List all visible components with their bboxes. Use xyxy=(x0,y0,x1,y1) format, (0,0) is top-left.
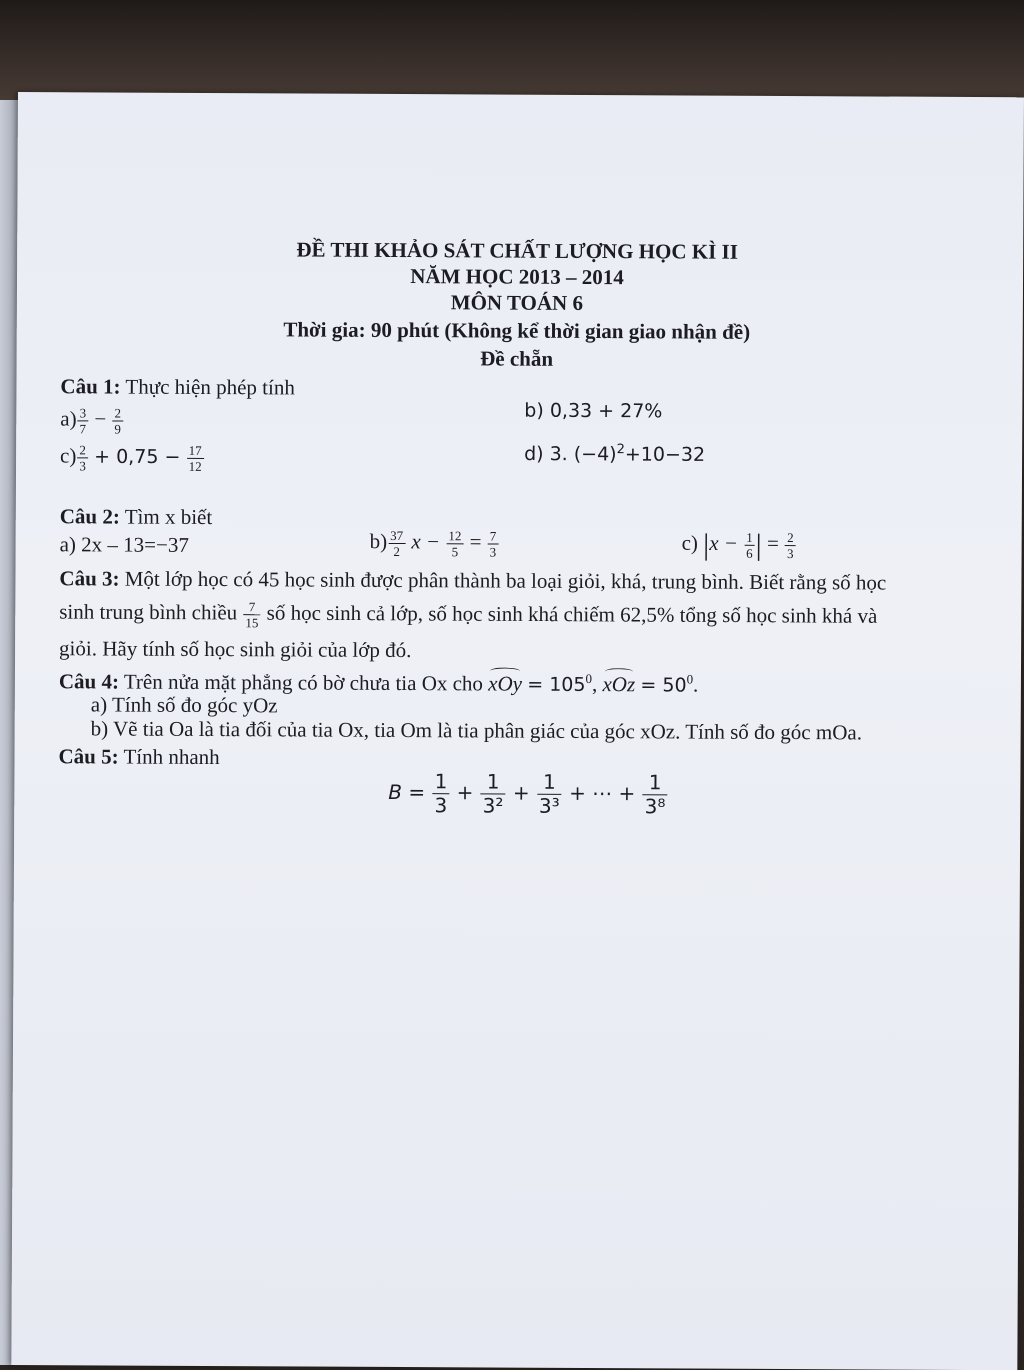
q1-part-d: d) 3. $(-4)^2+10-32$ xyxy=(524,442,706,466)
q4-heading: Câu 4: Trên nửa mặt phẳng có bờ chưa tia Ox cho xOy = $105^0$, xOz = $50^0$. xyxy=(58,669,699,697)
q3-line-3: giỏi. Hãy tính số học sinh giỏi của lớp đó. xyxy=(59,636,412,663)
q5-formula: B = $\frac{1}{3}$ + $\frac{1}{\text{3²}}$ + $\frac{1}{\text{3³}}$ + ⋯ + $\frac{1}{\text{3⁸}}$ xyxy=(388,770,668,818)
exam-paper xyxy=(11,92,1024,1370)
q4-part-a: a) Tính số đo góc yOz xyxy=(90,692,278,718)
q2-heading: Câu 2: Tìm x biết xyxy=(59,504,213,530)
q1-part-a: a) $\frac{3}{7}$ − $\frac{2}{9}$ xyxy=(60,405,122,437)
q1-part-b: b) 0,33 + 27% xyxy=(524,399,663,423)
duration: Thời gia: 90 phút (Không kể thời gian giao nhận đề) xyxy=(283,317,751,344)
q3-line-2: sinh trung bình chiều $\frac{7}{15}$ số học sinh cả lớp, số học sinh khá chiếm 62,5% tổng số học sinh khá và xyxy=(59,599,878,631)
q1-part-c: c) $\frac{2}{3}$ + 0,75 − $\frac{17}{12}$ xyxy=(60,442,202,474)
subject: MÔN TOÁN 6 xyxy=(450,290,584,315)
q2-part-a: a) 2x – 13=−37 xyxy=(59,532,189,557)
q2-part-b: b) $\frac{37}{2}$ x − $\frac{12}{5}$ = $\frac{7}{3}$ xyxy=(369,527,497,560)
q2-part-c: c) |x − $\frac{1}{6}$ | = $\frac{2}{3}$ xyxy=(681,528,794,562)
q1-heading: Câu 1: Thực hiện phép tính xyxy=(60,374,295,400)
school-year: NĂM HỌC 2013 – 2014 xyxy=(410,264,624,290)
exam-title: ĐỀ THI KHẢO SÁT CHẤT LƯỢNG HỌC KÌ II xyxy=(296,237,738,264)
exam-version: Đề chẵn xyxy=(480,346,554,371)
q5-heading: Câu 5: Tính nhanh xyxy=(58,744,220,770)
q4-part-b: b) Vẽ tia Oa là tia đối của tia Ox, tia Om là tia phân giác của góc xOz. Tính số đo góc mOa. xyxy=(90,716,863,745)
q3-line-1: Câu 3: Một lớp học có 45 học sinh được phân thành ba loại giỏi, khá, trung bình. Biết rằng số học xyxy=(59,566,887,595)
